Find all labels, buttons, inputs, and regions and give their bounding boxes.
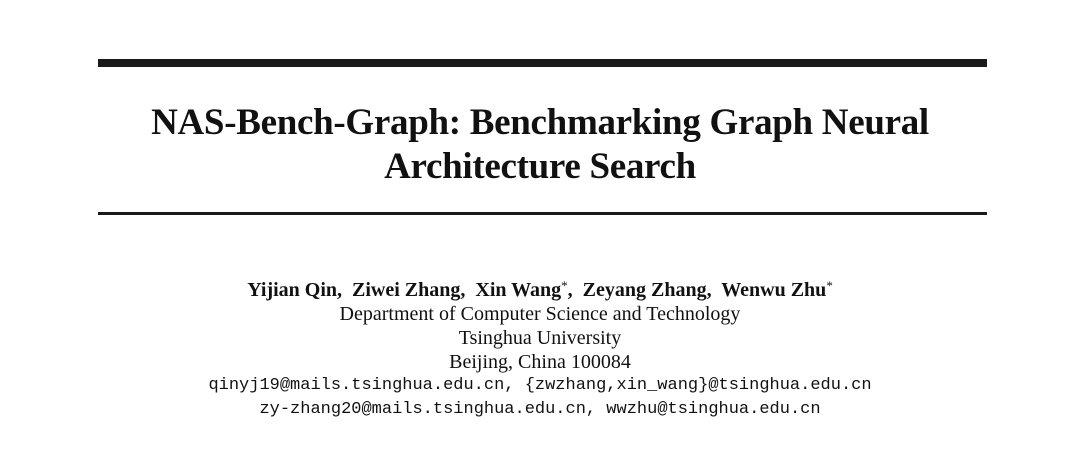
author-name: Zeyang Zhang,: [582, 279, 712, 301]
corresponding-author-mark: *: [826, 278, 833, 293]
corresponding-author-mark: *: [561, 278, 568, 293]
location: Beijing, China 100084: [449, 351, 631, 373]
department: Department of Computer Science and Technology: [339, 303, 741, 325]
bottom-rule: [98, 212, 987, 215]
email-line-1: qinyj19@mails.tsinghua.edu.cn, {zwzhang,xin_wang}@tsinghua.edu.cn: [208, 376, 872, 395]
author-block: [0, 278, 1080, 422]
title-line-2: Architecture Search: [384, 146, 696, 187]
author-name: Ziwei Zhang,: [352, 279, 466, 301]
paper-title: [0, 101, 1080, 189]
author-name: Yijian Qin,: [247, 279, 343, 301]
author-name: Xin Wang: [475, 279, 562, 301]
author-name: Wenwu Zhu: [721, 279, 827, 301]
author-list: [0, 278, 1080, 302]
title-line-1: NAS-Bench-Graph: Benchmarking Graph Neural: [151, 102, 929, 143]
author-separator: ,: [567, 279, 573, 301]
university: Tsinghua University: [458, 327, 622, 349]
top-rule: [98, 59, 987, 67]
email-line-2: zy-zhang20@mails.tsinghua.edu.cn, wwzhu@tsinghua.edu.cn: [259, 400, 821, 419]
